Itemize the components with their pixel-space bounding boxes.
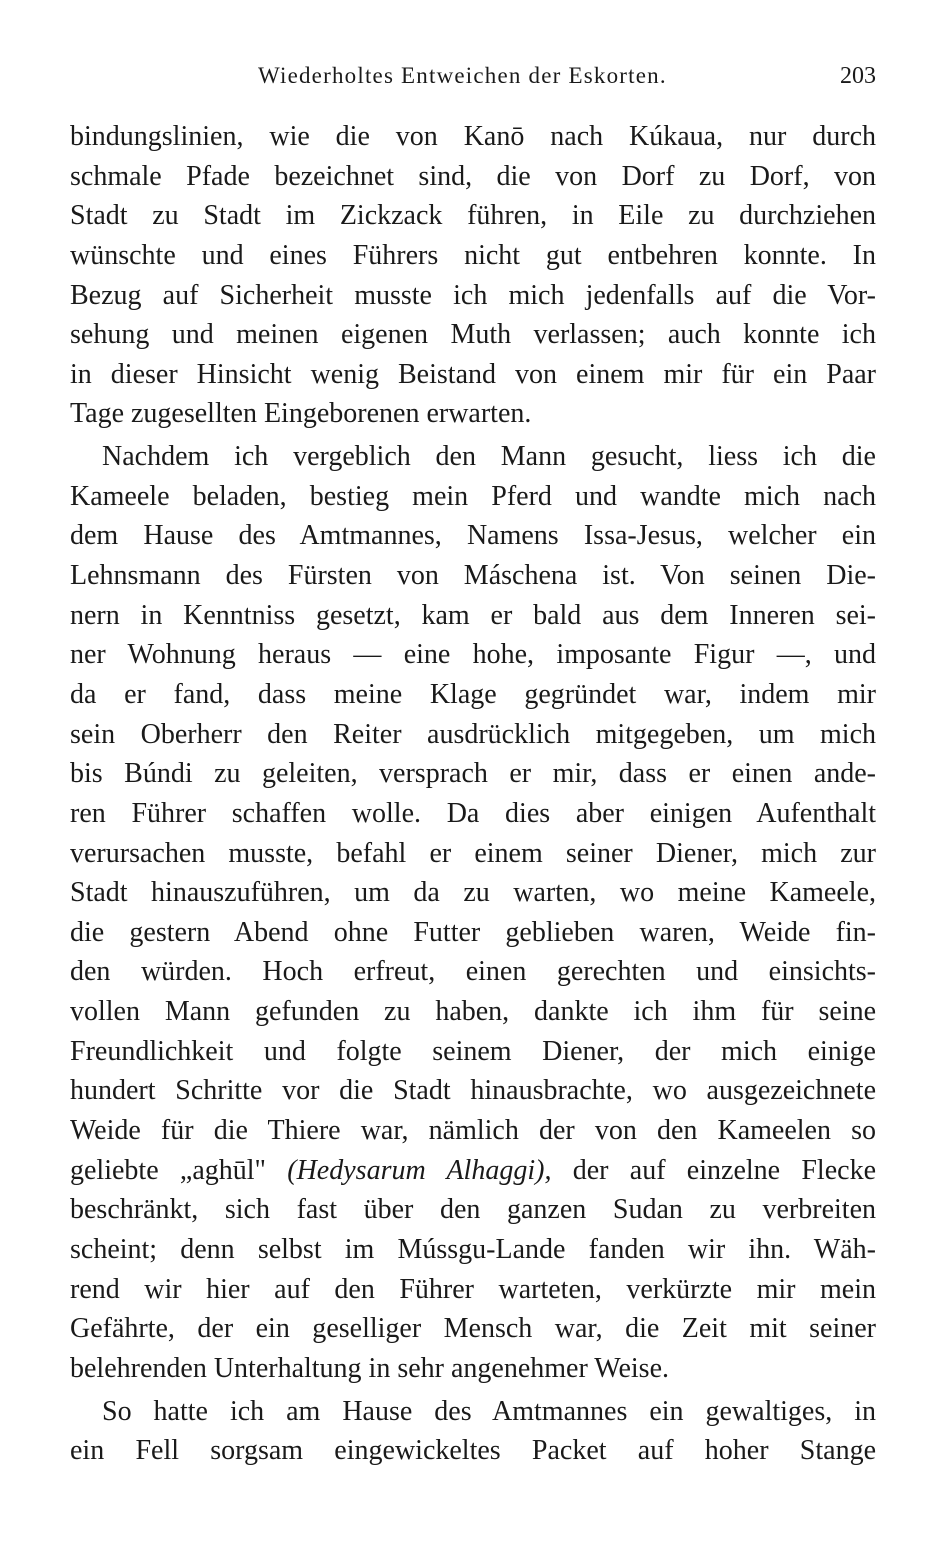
text-line: ein Fell sorgsam eingewickeltes Packet auf hoher Stange: [70, 1435, 876, 1467]
text-line: Bezug auf Sicherheit musste ich mich jedenfalls auf die Vor-: [70, 279, 876, 311]
body-text: [70, 117, 876, 1471]
text-line: sein Oberherr den Reiter ausdrücklich mitgegeben, um mich: [70, 718, 876, 750]
text-line: beschränkt, sich fast über den ganzen Sudan zu verbreiten: [70, 1194, 876, 1226]
text-line: ner Wohnung heraus — eine hohe, imposante Figur —, und: [70, 639, 876, 671]
text-segment: geliebte „aghūl": [70, 1154, 288, 1186]
paragraph-2: [70, 437, 876, 1388]
text-line: Lehnsmann des Fürsten von Máschena ist. Von seinen Die-: [70, 560, 876, 592]
text-line: nern in Kenntniss gesetzt, kam er bald aus dem Inneren sei-: [70, 599, 876, 631]
text-line: scheint; denn selbst im Mússgu-Lande fanden wir ihn. Wäh-: [70, 1233, 876, 1265]
text-line: ren Führer schaffen wolle. Da dies aber einigen Aufenthalt: [70, 797, 876, 829]
text-line: So hatte ich am Hause des Amtmannes ein gewaltiges, in: [102, 1395, 876, 1427]
text-line: Tage zugesellten Eingeborenen erwarten.: [70, 398, 532, 430]
text-line: Stadt zu Stadt im Zickzack führen, in Eile zu durchziehen: [70, 200, 876, 232]
text-line: verursachen musste, befahl er einem seiner Diener, mich zur: [70, 837, 876, 869]
text-line: sehung und meinen eigenen Muth verlassen; auch konnte ich: [70, 319, 876, 351]
page-header: [70, 58, 876, 94]
running-title: Wiederholtes Entweichen der Eskorten.: [258, 63, 667, 88]
text-line: Weide für die Thiere war, nämlich der von den Kameelen so: [70, 1115, 876, 1147]
text-line: die gestern Abend ohne Futter geblieben waren, Weide fin-: [70, 916, 876, 948]
page-number: 203: [840, 63, 876, 89]
text-line-with-italic: [70, 1151, 876, 1191]
paragraph-1: [70, 117, 876, 434]
text-line: bis Búndi zu geleiten, versprach er mir, dass er einen ande-: [70, 758, 876, 790]
text-line: rend wir hier auf den Führer warteten, verkürzte mir mein: [70, 1273, 876, 1305]
text-line: belehrenden Unterhaltung in sehr angenehmer Weise.: [70, 1352, 670, 1384]
text-line: vollen Mann gefunden zu haben, dankte ich ihm für seine: [70, 996, 876, 1028]
text-segment: der auf einzelne Flecke: [551, 1154, 876, 1186]
text-line: da er fand, dass meine Klage gegründet war, indem mir: [70, 678, 876, 710]
text-line: Gefährte, der ein geselliger Mensch war, die Zeit mit seiner: [70, 1313, 876, 1345]
text-line: Freundlichkeit und folgte seinem Diener, der mich einige: [70, 1035, 876, 1067]
paragraph-3: [70, 1392, 876, 1471]
text-line: dem Hause des Amtmannes, Namens Issa-Jesus, welcher ein: [70, 520, 876, 552]
text-line: bindungslinien, wie die von Kanō nach Kúkaua, nur durch: [70, 121, 876, 152]
italic-botanical-name: (Hedysarum Alhaggi),: [287, 1154, 552, 1186]
text-line: wünschte und eines Führers nicht gut entbehren konnte. In: [70, 239, 876, 271]
text-line: Kameele beladen, bestieg mein Pferd und wandte mich nach: [70, 480, 876, 512]
text-line: schmale Pfade bezeichnet sind, die von Dorf zu Dorf, von: [70, 160, 876, 192]
text-line: in dieser Hinsicht wenig Beistand von einem mir für ein Paar: [70, 358, 876, 390]
text-line: Stadt hinauszuführen, um da zu warten, wo meine Kameele,: [70, 877, 876, 909]
text-line: den würden. Hoch erfreut, einen gerechten und einsichts-: [70, 956, 876, 988]
text-line: Nachdem ich vergeblich den Mann gesucht, liess ich die: [102, 441, 876, 473]
text-line: hundert Schritte vor die Stadt hinausbrachte, wo ausgezeichnete: [70, 1075, 876, 1107]
